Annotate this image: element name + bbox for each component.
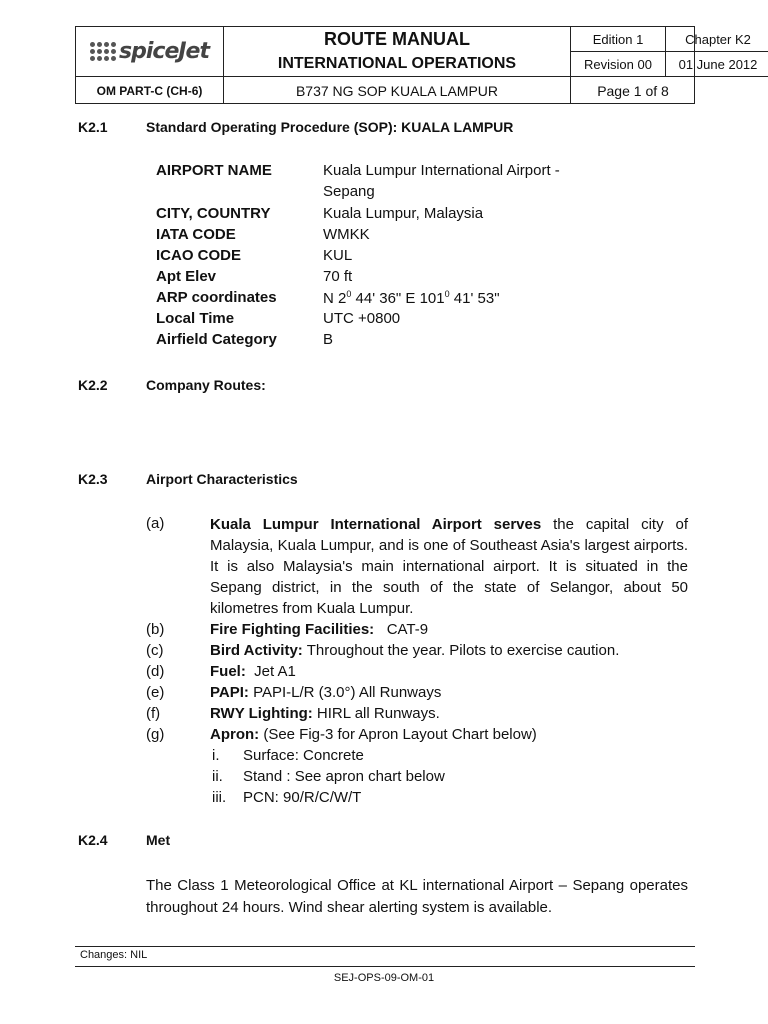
title-sop: B737 NG SOP KUALA LAMPUR (224, 77, 571, 104)
info-value: 70 ft (323, 268, 353, 285)
item-letter: (b) (146, 621, 165, 638)
logo-cell (76, 27, 224, 77)
section-title: Met (146, 832, 171, 848)
info-label: Airfield Category (156, 331, 277, 348)
section-title: Company Routes: (146, 377, 266, 393)
item-fire-fighting: Fire Fighting Facilities: CAT-9 (210, 621, 429, 638)
arp-coordinates-value: N $2^0$ 44' 36" E $101^0$ 41' 53" (323, 289, 500, 307)
changes-note: Changes: NIL (80, 949, 148, 961)
info-value: KUL (323, 247, 353, 264)
info-label: Local Time (156, 310, 235, 327)
om-part: OM PART-C (CH-6) (76, 77, 224, 104)
page-number: Page 1 of 8 (597, 82, 669, 99)
section-title: Airport Characteristics (146, 471, 298, 487)
title-route-manual: ROUTE MANUAL (224, 27, 571, 52)
info-label: ARP coordinates (156, 289, 277, 306)
item-fuel: Fuel: Jet A1 (210, 663, 296, 680)
airport-description: Kuala Lumpur International Airport serves the capital city of Malaysia, Kuala Lumpur, and is one of Southeast Asia's largest airports. It is also Malaysia's main international airport. It is situated in the Sepang district, in the south of the state of Selangor, about 50 kilometres from Kuala Lumpur. (210, 516, 688, 617)
section-number: K2.4 (78, 832, 108, 848)
item-rwy-lighting: RWY Lighting: HIRL all Runways. (210, 705, 440, 722)
item-letter: (d) (146, 663, 165, 680)
info-value: B (323, 331, 334, 348)
section-number: K2.1 (78, 119, 108, 135)
section-title: Standard Operating Procedure (SOP): KUALA LAMPUR (146, 119, 514, 135)
info-value: Kuala Lumpur International Airport - (323, 162, 560, 179)
chapter: Chapter K2 (666, 27, 768, 52)
date: 01 June 2012 (666, 52, 768, 77)
logo-dots-icon (90, 42, 116, 61)
revision: Revision 00 (571, 52, 666, 77)
item-letter: (a) (146, 515, 165, 532)
info-label: CITY, COUNTRY (156, 205, 271, 222)
item-letter: (c) (146, 642, 164, 659)
document-reference: SEJ-OPS-09-OM-01 (333, 972, 435, 984)
edition: Edition 1 (571, 27, 666, 52)
section-number: K2.3 (78, 471, 108, 487)
info-value-cont: Sepang (323, 183, 375, 200)
info-value: WMKK (323, 226, 370, 243)
apron-subitem: iii. PCN: 90/R/C/W/T (212, 789, 362, 806)
document-header (75, 26, 758, 104)
item-bird-activity: Bird Activity: Throughout the year. Pilots to exercise caution. (210, 642, 620, 659)
item-letter: (f) (146, 705, 161, 722)
section-number: K2.2 (78, 377, 108, 393)
info-value: UTC +0800 (323, 310, 401, 327)
item-papi: PAPI: PAPI-L/R (3.0°) All Runways (210, 684, 442, 701)
footer-divider (75, 946, 695, 947)
info-label: ICAO CODE (156, 247, 242, 264)
apron-subitem: ii. Stand : See apron chart below (212, 768, 445, 785)
title-international-operations: INTERNATIONAL OPERATIONS (224, 52, 571, 77)
apron-subitem: i. Surface: Concrete (212, 747, 364, 764)
spicejet-logo (90, 39, 209, 64)
met-description: The Class 1 Meteorological Office at KL international Airport – Sepang operates throughout 24 hours. Wind shear alerting system is available. (146, 877, 688, 916)
info-label: AIRPORT NAME (156, 162, 272, 179)
item-letter: (g) (146, 726, 165, 743)
info-value: Kuala Lumpur, Malaysia (323, 205, 484, 222)
logo-wordmark: spiceJet (119, 39, 209, 64)
info-label: IATA CODE (156, 226, 236, 243)
item-apron: Apron: (See Fig-3 for Apron Layout Chart below) (210, 726, 537, 743)
item-letter: (e) (146, 684, 165, 701)
info-label: Apt Elev (156, 268, 217, 285)
footer-divider (75, 966, 695, 967)
